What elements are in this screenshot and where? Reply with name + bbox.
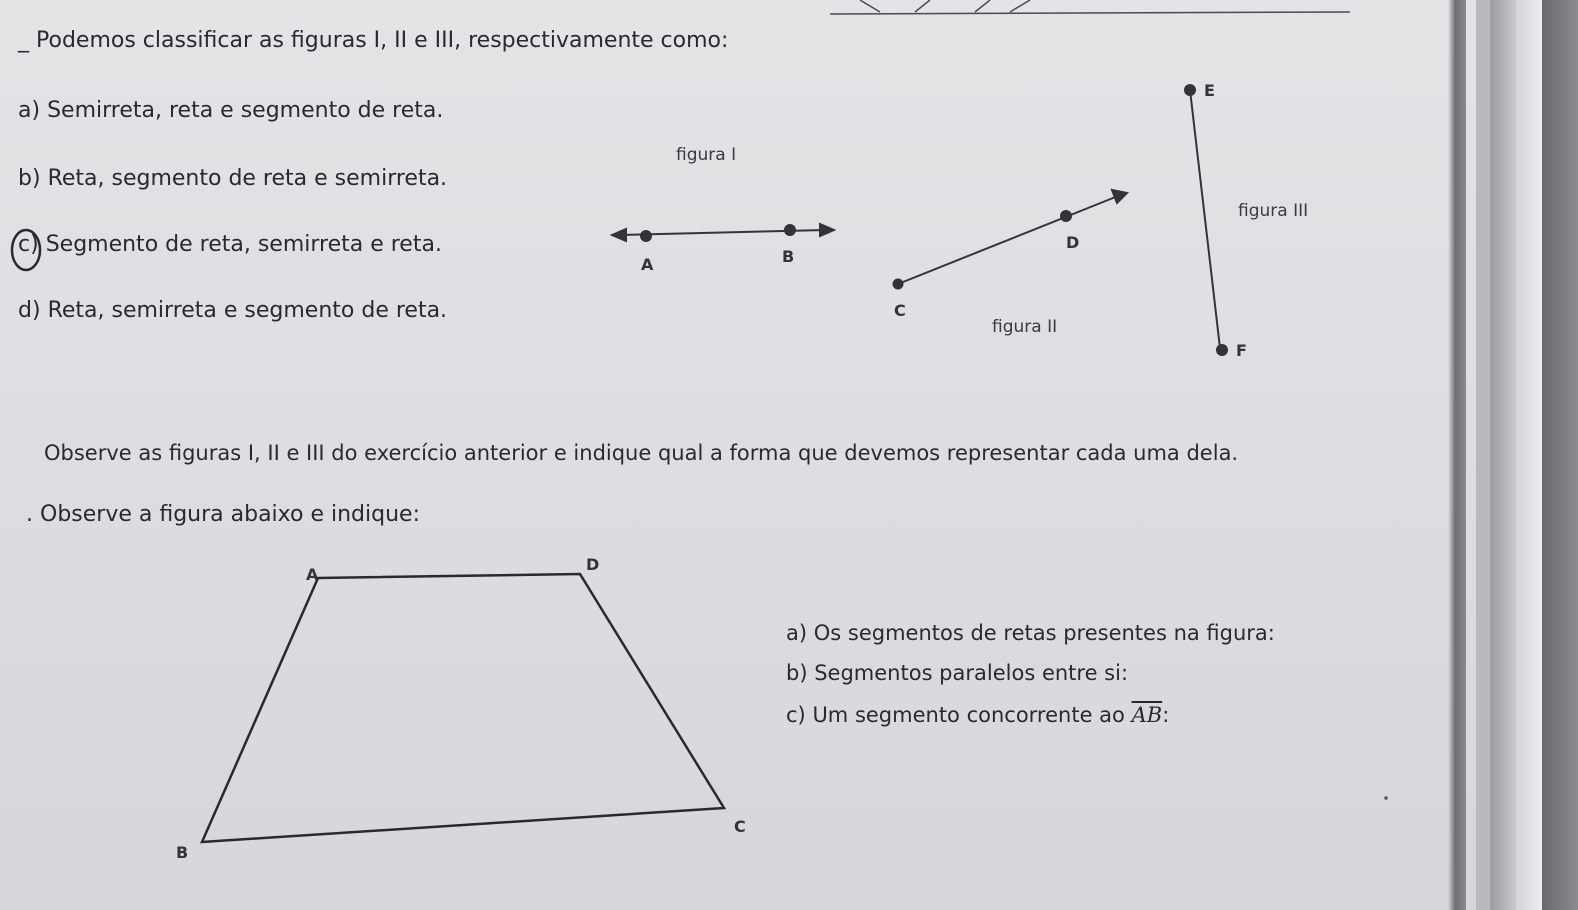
item-letter: a): [786, 621, 808, 645]
figure-1-label: figura I: [676, 145, 737, 165]
trapezoid-label-c: C: [734, 817, 746, 836]
option-text: Reta, segmento de reta e semirreta.: [47, 166, 448, 191]
question-number: _: [18, 28, 29, 53]
option-letter: a): [18, 98, 41, 123]
point-d-dot: [1061, 211, 1071, 221]
point-a-dot: [641, 231, 651, 241]
point-label-a: A: [641, 255, 654, 274]
paper-speck: [1384, 796, 1388, 800]
point-c-dot: [894, 280, 903, 289]
point-f-dot: [1217, 345, 1227, 355]
figure-3-segment: [1185, 85, 1227, 355]
point-e-dot: [1185, 85, 1195, 95]
item-text: Segmentos paralelos entre si:: [814, 661, 1129, 685]
item-text: Um segmento concorrente ao: [812, 703, 1125, 727]
question-title: Podemos classificar as figuras I, II e III, respectivamente como:: [36, 28, 729, 53]
option-text: Reta, semirreta e segmento de reta.: [47, 298, 448, 323]
item-letter: b): [786, 661, 808, 685]
trapezoid-label-d: D: [586, 555, 600, 574]
point-label-c: C: [894, 301, 906, 320]
option-text: Semirreta, reta e segmento de reta.: [47, 98, 444, 123]
trapezoid-label-b: B: [176, 843, 189, 862]
point-label-f: F: [1236, 341, 1247, 360]
point-b-dot: [785, 225, 795, 235]
option-text: Segmento de reta, semirreta e reta.: [45, 232, 442, 257]
point-label-e: E: [1204, 81, 1215, 100]
figure-2-label: figura II: [992, 317, 1058, 337]
answer-circle-mark: [12, 230, 40, 270]
option-letter: c): [18, 232, 39, 257]
question-title: Observe a figura abaixo e indique:: [40, 502, 420, 527]
figure-3-label: figura III: [1238, 201, 1309, 221]
question-number: .: [26, 502, 33, 527]
figure-2-ray: [894, 190, 1128, 289]
item-suffix: :: [1162, 703, 1170, 727]
observe-instruction: Observe as figuras I, II e III do exercício anterior e indique qual a forma que devemos representar cada uma dela.: [44, 441, 1239, 465]
item-text: Os segmentos de retas presentes na figura:: [813, 621, 1275, 645]
item-letter: c): [786, 703, 806, 727]
option-letter: d): [18, 298, 41, 323]
trapezoid-label-a: A: [306, 565, 319, 584]
option-letter: b): [18, 166, 41, 191]
top-edge-scrap: [830, 0, 1350, 14]
trapezoid-abcd: [202, 574, 724, 842]
figure-1-line: [612, 224, 834, 241]
point-label-d: D: [1066, 233, 1080, 252]
segment-ab-notation: $\overline{AB}$: [1131, 703, 1163, 727]
point-label-b: B: [782, 247, 795, 266]
